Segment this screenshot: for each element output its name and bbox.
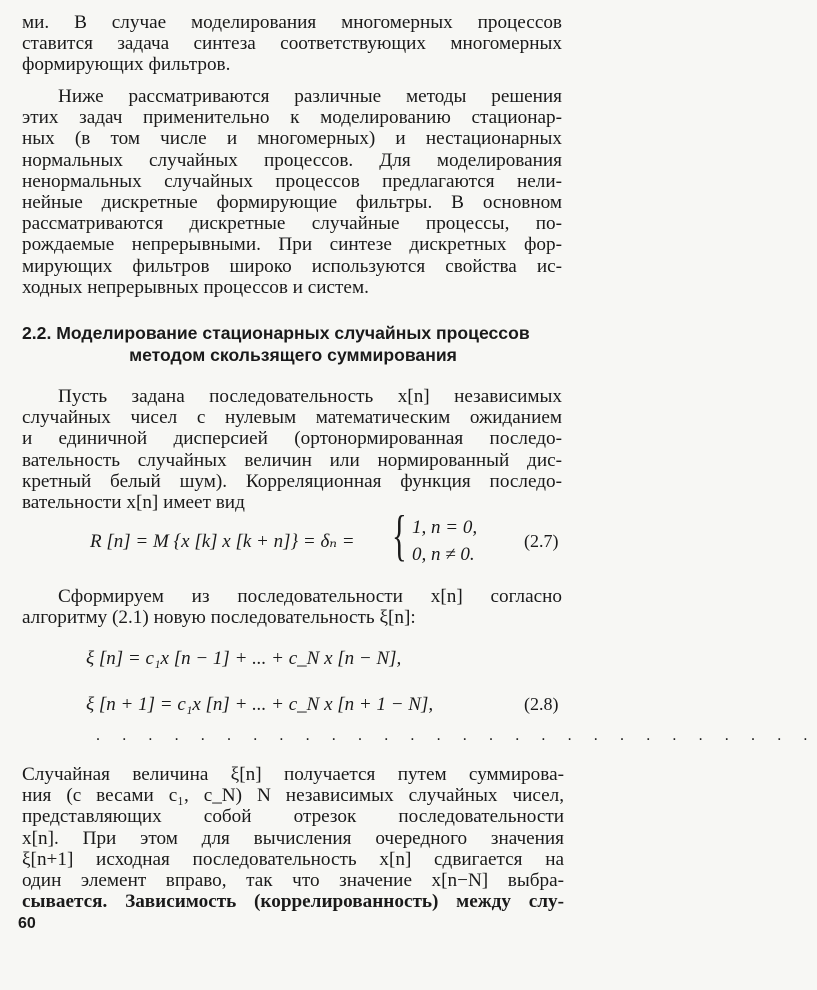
summation-paragraph — [22, 764, 564, 912]
equation-line: ξ [n] = c₁x [n − 1] + ... + c_N x [n − N], — [86, 648, 402, 669]
section-heading — [22, 322, 564, 366]
text-line: кретный белый шум). Корреляционная функция последо- — [22, 470, 562, 492]
equation-case: 1, n = 0, — [412, 517, 478, 538]
equation-case: 0, n ≠ 0. — [412, 544, 475, 565]
equation-number: (2.8) — [524, 694, 559, 714]
text-line: ставится задача синтеза соответствующих многомерных — [22, 33, 562, 55]
text-line: Случайная величина ξ[n] получается путем суммирова- — [22, 764, 564, 785]
intro-paragraph — [22, 12, 562, 76]
text-line: рождаемые непрерывными. При синтезе дискретных фор- — [22, 234, 562, 256]
text-line: x[n]. При этом для вычисления очередного значения — [22, 827, 564, 849]
equation-number: (2.7) — [524, 531, 559, 551]
text-line: случайных чисел с нулевым математическим ожиданием — [22, 407, 562, 429]
text-line: сывается. Зависимость (коррелированность) между слу- — [22, 891, 564, 913]
text-line: нейные дискретные формирующие фильтры. В основном — [22, 192, 562, 214]
text-line: ных (в том числе и многомерных) и нестационарных — [22, 128, 562, 150]
text-line: один элемент вправо, так что значение x[n−N] выбра- — [22, 870, 564, 892]
text-line: вательность случайных величин или нормированный дис- — [22, 449, 562, 471]
equation-line: ξ [n + 1] = c₁x [n] + ... + c_N x [n + 1 − N], — [86, 694, 434, 715]
continuation-dots: . . . . . . . . . . . . . . . . . . . . . . . . . . . . — [96, 727, 817, 744]
text-line: ξ[n+1] исходная последовательность x[n] сдвигается на — [22, 848, 564, 870]
text-line: формирующих фильтров. — [22, 54, 231, 76]
page-number: 60 — [18, 915, 36, 932]
text-line: Сформируем из последовательности x[n] согласно — [58, 586, 562, 607]
text-line: алгоритму (2.1) новую последовательность ξ[n]: — [22, 607, 416, 629]
text-line: ходных непрерывных процессов и систем. — [22, 276, 369, 298]
text-line: ми. В случае моделирования многомерных процессов — [22, 12, 562, 33]
text-line: этих задач применительно к моделированию стационар- — [22, 107, 562, 129]
brace-symbol: { — [392, 505, 407, 567]
text-line: Ниже рассматриваются различные методы решения — [58, 86, 562, 107]
text-line: ненормальных случайных процессов предлагаются нели- — [22, 170, 562, 192]
equation-lhs: R [n] = M {x [k] x [k + n]} = δₙ = — [90, 531, 355, 552]
text-line: ния (с весами c₁, c_N) N независимых случайных чисел, — [22, 785, 564, 807]
form-paragraph — [22, 586, 562, 628]
sequence-paragraph — [22, 386, 562, 513]
text-line: представляющих собой отрезок последовательности — [22, 806, 564, 828]
methods-paragraph — [22, 86, 562, 298]
section-title-line1: 2.2. Моделирование стационарных случайных процессов — [22, 323, 530, 343]
text-line: рассматриваются дискретные случайные процессы, по- — [22, 213, 562, 235]
text-line: нормальных случайных процессов. Для моделирования — [22, 149, 562, 171]
section-title-line2: методом скользящего суммирования — [129, 345, 457, 365]
text-line: мирующих фильтров широко используются свойства ис- — [22, 255, 562, 277]
text-line: вательности x[n] имеет вид — [22, 492, 245, 514]
text-line: и единичной дисперсией (ортонормированная последо- — [22, 428, 562, 450]
text-line: Пусть задана последовательность x[n] независимых — [58, 386, 562, 407]
